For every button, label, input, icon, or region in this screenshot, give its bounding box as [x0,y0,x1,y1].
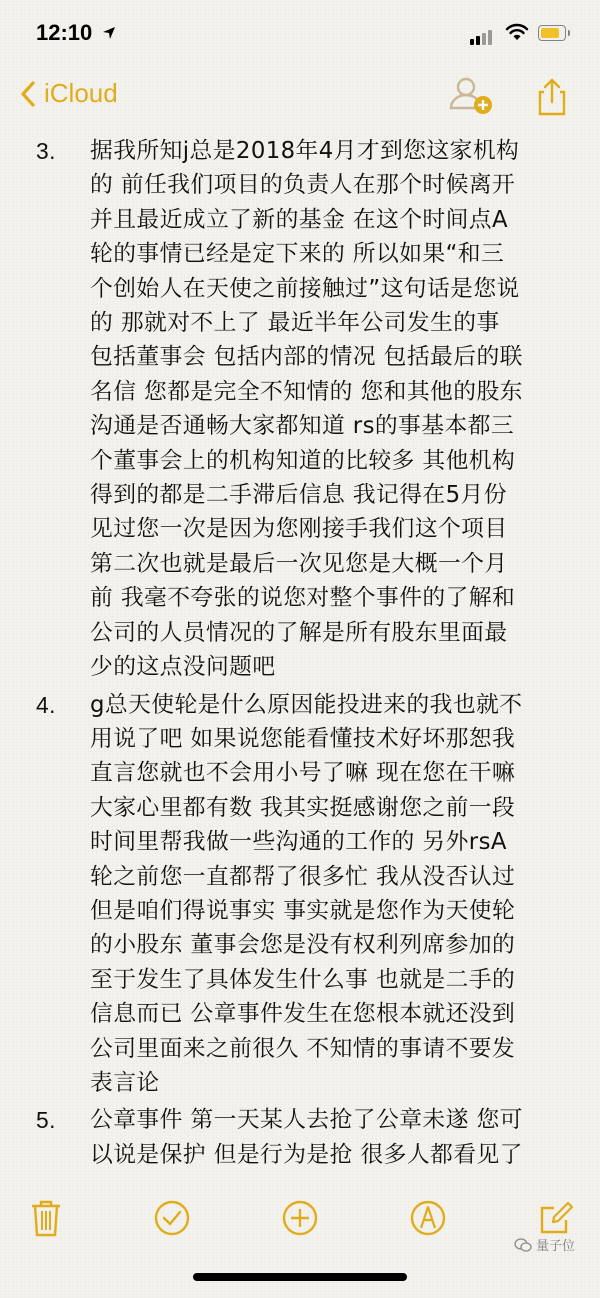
text-line: 信息而已 公章事件发生在您根本就还没到 [90,1001,516,1028]
battery-icon [538,25,566,41]
share-icon[interactable] [532,76,572,118]
text-line: 见过您一次是因为您刚接手我们这个项目 [90,516,508,543]
text-line: 第二次也就是最后一次见您是大概一个月 [90,550,508,577]
chevron-left-icon [20,80,36,108]
watermark [514,1235,575,1254]
status-bar [0,0,600,70]
list-number: 5. [36,1107,56,1134]
text-line: 的小股东 董事会您是没有权利列席参加的 [90,932,516,959]
bottom-toolbar [0,1190,600,1250]
compose-icon[interactable] [536,1198,576,1238]
text-line: 的 前任我们项目的负责人在那个时候离开 [90,172,516,199]
wechat-icon [514,1238,532,1252]
cellular-signal-icon [470,26,494,45]
checklist-icon[interactable] [152,1198,192,1238]
text-line: 包括董事会 包括内部的情况 包括最后的联 [90,344,523,371]
text-line: 公司的人员情况的了解是所有股东里面最 [90,619,508,646]
watermark-text: 量子位 [536,1239,576,1254]
text-line: 得到的都是二手滞后信息 我记得在5月份 [90,482,507,509]
text-line: 并且最近成立了新的基金 在这个时间点A [90,206,508,233]
list-item-text [90,1103,576,1172]
text-line: 个董事会上的机构知道的比较多 其他机构 [90,447,516,474]
text-line: 个创始人在天使之前接触过”这句话是您说 [90,275,520,302]
list-item [36,134,576,685]
status-time: 12:10 [36,20,93,45]
markup-pen-icon[interactable] [408,1198,448,1238]
text-line: 沟通是否通畅大家都知道 rs的事基本都三 [90,413,515,440]
back-button[interactable] [20,78,118,109]
text-line: 表言论 [90,1069,160,1096]
add-person-icon[interactable] [446,72,496,118]
trash-icon[interactable] [26,1198,66,1238]
text-line: 少的这点没问题吧 [90,654,276,681]
home-indicator[interactable] [193,1273,407,1281]
text-line: 大家心里都有数 我其实挺感谢您之前一段 [90,794,516,821]
list-number: 3. [36,138,56,164]
text-line: 的 那就对不上了 最近半年公司发生的事 [90,310,500,337]
text-line: 公司里面来之前很久 不知情的事请不要发 [90,1035,516,1062]
list-item [36,688,576,1101]
text-line: 轮之前您一直都帮了很多忙 我从没否认过 [90,863,516,890]
text-line: 轮的事情已经是定下来的 所以如果“和三 [90,241,505,268]
text-line: 直言您就也不会用小号了嘛 现在您在干嘛 [90,760,516,787]
back-label: iCloud [44,78,118,108]
location-arrow-icon [102,26,116,40]
plus-circle-icon[interactable] [280,1198,320,1238]
text-line: 时间里帮我做一些沟通的工作的 另外rsA [90,829,507,856]
text-line: g总天使轮是什么原因能投进来的我也就不 [90,691,523,718]
text-line: 但是咱们得说事实 事实就是您作为天使轮 [90,897,516,924]
text-line: 前 我毫不夸张的说您对整个事件的了解和 [90,585,516,612]
text-line: 用说了吧 如果说您能看懂技术好坏那恕我 [90,725,516,752]
wifi-icon [505,22,529,42]
text-line: 以说是保护 但是行为是抢 很多人都看见了 [90,1141,523,1168]
list-item-text [90,688,576,1101]
text-line: 名信 您都是完全不知情的 您和其他的股东 [90,378,523,405]
text-line: 至于发生了具体发生什么事 也就是二手的 [90,966,516,993]
text-line: 公章事件 第一天某人去抢了公章未遂 您可 [90,1107,523,1134]
nav-bar [0,70,600,126]
list-number: 4. [36,691,56,718]
note-body[interactable] [36,134,576,1175]
text-line: 据我所知j总是2018年4月才到您这家机构 [90,138,520,164]
list-item-text [90,134,576,685]
list-item [36,1103,576,1172]
